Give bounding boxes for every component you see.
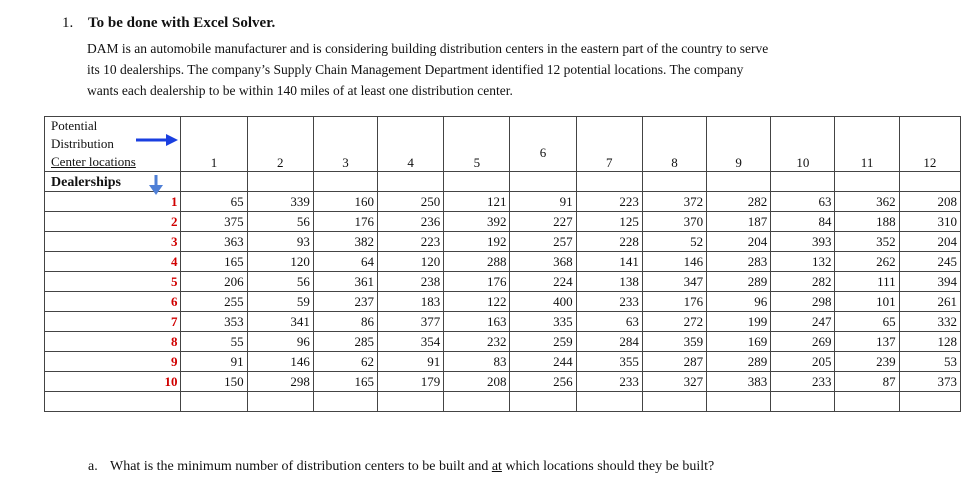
distance-cell: 250 xyxy=(378,192,444,212)
dealerships-header-blank xyxy=(899,172,960,192)
dealerships-header-blank xyxy=(181,172,247,192)
distance-cell: 187 xyxy=(707,212,771,232)
empty-cell xyxy=(835,392,899,412)
empty-cell xyxy=(899,392,960,412)
distance-cell: 362 xyxy=(835,192,899,212)
distance-cell: 392 xyxy=(444,212,510,232)
distance-cell: 64 xyxy=(313,252,377,272)
location-header-5: 5 xyxy=(444,117,510,172)
empty-cell xyxy=(45,392,181,412)
table-row xyxy=(45,252,961,272)
distance-cell: 65 xyxy=(835,312,899,332)
dealerships-header-blank xyxy=(313,172,377,192)
table-row xyxy=(45,292,961,312)
problem-number: 1. xyxy=(62,15,74,31)
distance-cell: 368 xyxy=(510,252,576,272)
corner-label-potential: Potential xyxy=(51,118,98,133)
distance-cell: 383 xyxy=(707,372,771,392)
distance-cell: 204 xyxy=(899,232,960,252)
empty-cell xyxy=(771,392,835,412)
empty-cell xyxy=(313,392,377,412)
distance-cell: 137 xyxy=(835,332,899,352)
empty-cell xyxy=(181,392,247,412)
dealerships-header-blank xyxy=(510,172,576,192)
dealership-id-cell: 1 xyxy=(45,192,181,212)
distance-cell: 87 xyxy=(835,372,899,392)
location-header-12: 12 xyxy=(899,117,960,172)
distance-cell: 165 xyxy=(181,252,247,272)
distance-cell: 382 xyxy=(313,232,377,252)
distance-cell: 372 xyxy=(642,192,706,212)
distance-cell: 233 xyxy=(576,372,642,392)
distance-cell: 400 xyxy=(510,292,576,312)
distance-cell: 65 xyxy=(181,192,247,212)
dealership-id-cell: 7 xyxy=(45,312,181,332)
location-header-3: 3 xyxy=(313,117,377,172)
distance-cell: 353 xyxy=(181,312,247,332)
distance-cell: 237 xyxy=(313,292,377,312)
distance-cell: 282 xyxy=(707,192,771,212)
location-header-1: 1 xyxy=(181,117,247,172)
distance-cell: 310 xyxy=(899,212,960,232)
distance-cell: 84 xyxy=(771,212,835,232)
distance-cell: 96 xyxy=(707,292,771,312)
distance-cell: 223 xyxy=(378,232,444,252)
question-letter: a. xyxy=(88,459,98,474)
dealerships-header-cell xyxy=(45,172,181,192)
distance-cell: 335 xyxy=(510,312,576,332)
location-header-11: 11 xyxy=(835,117,899,172)
table-row xyxy=(45,312,961,332)
dealerships-header-blank xyxy=(707,172,771,192)
description-line-3: wants each dealership to be within 140 miles of at least one distribution center. xyxy=(87,83,513,98)
distance-cell: 120 xyxy=(247,252,313,272)
question-text-before: What is the minimum number of distribution centers to be built and xyxy=(110,459,492,474)
table-row xyxy=(45,352,961,372)
distance-cell: 363 xyxy=(181,232,247,252)
distance-cell: 146 xyxy=(247,352,313,372)
distance-cell: 55 xyxy=(181,332,247,352)
empty-cell xyxy=(642,392,706,412)
corner-label-center-locations: Center locations xyxy=(51,154,136,169)
distance-cell: 91 xyxy=(181,352,247,372)
dealerships-header-blank xyxy=(642,172,706,192)
distance-cell: 83 xyxy=(444,352,510,372)
distance-cell: 146 xyxy=(642,252,706,272)
distance-cell: 53 xyxy=(899,352,960,372)
empty-cell xyxy=(707,392,771,412)
distance-cell: 339 xyxy=(247,192,313,212)
distance-cell: 394 xyxy=(899,272,960,292)
dealerships-header-blank xyxy=(378,172,444,192)
distance-cell: 63 xyxy=(576,312,642,332)
distance-cell: 199 xyxy=(707,312,771,332)
distance-cell: 206 xyxy=(181,272,247,292)
distance-cell: 183 xyxy=(378,292,444,312)
distance-cell: 91 xyxy=(510,192,576,212)
dealerships-header-blank xyxy=(835,172,899,192)
distance-cell: 188 xyxy=(835,212,899,232)
distance-cell: 355 xyxy=(576,352,642,372)
problem-heading xyxy=(62,15,275,32)
problem-title: To be done with Excel Solver. xyxy=(88,15,276,31)
distance-cell: 261 xyxy=(899,292,960,312)
distance-cell: 111 xyxy=(835,272,899,292)
distance-cell: 259 xyxy=(510,332,576,352)
description-line-1: DAM is an automobile manufacturer and is considering building distribution centers in the eastern part of the country to serve xyxy=(87,41,769,56)
distance-cell: 56 xyxy=(247,212,313,232)
distance-cell: 205 xyxy=(771,352,835,372)
distance-cell: 393 xyxy=(771,232,835,252)
distance-cell: 192 xyxy=(444,232,510,252)
distance-table xyxy=(44,116,961,412)
distance-cell: 165 xyxy=(313,372,377,392)
dealerships-header-blank xyxy=(444,172,510,192)
empty-cell xyxy=(510,392,576,412)
distance-cell: 232 xyxy=(444,332,510,352)
distance-cell: 347 xyxy=(642,272,706,292)
distance-cell: 272 xyxy=(642,312,706,332)
table-row xyxy=(45,272,961,292)
distance-cell: 233 xyxy=(576,292,642,312)
distance-cell: 208 xyxy=(899,192,960,212)
arrow-down-icon xyxy=(149,175,163,195)
location-header-2: 2 xyxy=(247,117,313,172)
distance-cell: 289 xyxy=(707,352,771,372)
empty-cell xyxy=(247,392,313,412)
distance-cell: 244 xyxy=(510,352,576,372)
corner-label-distribution: Distribution xyxy=(51,136,114,151)
distance-cell: 288 xyxy=(444,252,510,272)
distance-cell: 163 xyxy=(444,312,510,332)
description-line-2: its 10 dealerships. The company’s Supply Chain Management Department identified 12 potential locations. The company xyxy=(87,62,744,77)
distance-cell: 233 xyxy=(771,372,835,392)
distance-cell: 284 xyxy=(576,332,642,352)
empty-cell xyxy=(576,392,642,412)
distance-cell: 228 xyxy=(576,232,642,252)
dealership-id-cell: 10 xyxy=(45,372,181,392)
distance-cell: 282 xyxy=(771,272,835,292)
arrow-right-icon xyxy=(136,134,178,146)
table-row xyxy=(45,212,961,232)
distance-cell: 62 xyxy=(313,352,377,372)
question-a xyxy=(88,459,714,475)
dealership-id-cell: 6 xyxy=(45,292,181,312)
distance-cell: 287 xyxy=(642,352,706,372)
distance-cell: 125 xyxy=(576,212,642,232)
distance-cell: 269 xyxy=(771,332,835,352)
distance-cell: 179 xyxy=(378,372,444,392)
distance-cell: 285 xyxy=(313,332,377,352)
distance-cell: 223 xyxy=(576,192,642,212)
distance-cell: 238 xyxy=(378,272,444,292)
problem-description xyxy=(87,38,947,101)
distance-cell: 141 xyxy=(576,252,642,272)
distance-cell: 204 xyxy=(707,232,771,252)
distance-cell: 373 xyxy=(899,372,960,392)
location-header-10: 10 xyxy=(771,117,835,172)
distance-cell: 227 xyxy=(510,212,576,232)
distance-cell: 169 xyxy=(707,332,771,352)
question-text-after: which locations should they be built? xyxy=(501,459,715,474)
location-header-6: 6 xyxy=(510,117,576,172)
distance-cell: 332 xyxy=(899,312,960,332)
distance-cell: 120 xyxy=(378,252,444,272)
distance-cell: 359 xyxy=(642,332,706,352)
distance-cell: 132 xyxy=(771,252,835,272)
table-row xyxy=(45,192,961,212)
location-header-4: 4 xyxy=(378,117,444,172)
distance-cell: 176 xyxy=(642,292,706,312)
distance-cell: 121 xyxy=(444,192,510,212)
distance-cell: 122 xyxy=(444,292,510,312)
distance-cell: 56 xyxy=(247,272,313,292)
distance-cell: 245 xyxy=(899,252,960,272)
distance-cell: 298 xyxy=(771,292,835,312)
distance-cell: 224 xyxy=(510,272,576,292)
distance-cell: 101 xyxy=(835,292,899,312)
table-row xyxy=(45,372,961,392)
distance-cell: 247 xyxy=(771,312,835,332)
distance-cell: 91 xyxy=(378,352,444,372)
distance-cell: 208 xyxy=(444,372,510,392)
distance-cell: 239 xyxy=(835,352,899,372)
distance-cell: 257 xyxy=(510,232,576,252)
dealership-id-cell: 4 xyxy=(45,252,181,272)
dealership-id-cell: 2 xyxy=(45,212,181,232)
dealerships-header-blank xyxy=(771,172,835,192)
location-header-8: 8 xyxy=(642,117,706,172)
distance-cell: 160 xyxy=(313,192,377,212)
distance-cell: 138 xyxy=(576,272,642,292)
distance-cell: 375 xyxy=(181,212,247,232)
distance-cell: 283 xyxy=(707,252,771,272)
dealership-id-cell: 8 xyxy=(45,332,181,352)
distance-cell: 128 xyxy=(899,332,960,352)
distance-cell: 236 xyxy=(378,212,444,232)
distance-cell: 298 xyxy=(247,372,313,392)
distance-cell: 352 xyxy=(835,232,899,252)
location-header-9: 9 xyxy=(707,117,771,172)
location-header-7: 7 xyxy=(576,117,642,172)
distance-cell: 52 xyxy=(642,232,706,252)
distance-cell: 176 xyxy=(313,212,377,232)
distance-cell: 93 xyxy=(247,232,313,252)
distance-cell: 256 xyxy=(510,372,576,392)
distance-cell: 289 xyxy=(707,272,771,292)
distance-cell: 341 xyxy=(247,312,313,332)
distance-cell: 63 xyxy=(771,192,835,212)
distance-cell: 327 xyxy=(642,372,706,392)
distance-cell: 86 xyxy=(313,312,377,332)
distance-cell: 361 xyxy=(313,272,377,292)
dealerships-header-blank xyxy=(247,172,313,192)
distance-cell: 176 xyxy=(444,272,510,292)
table-row xyxy=(45,232,961,252)
dealership-id-cell: 3 xyxy=(45,232,181,252)
distance-cell: 96 xyxy=(247,332,313,352)
dealerships-label: Dealerships xyxy=(51,175,121,190)
empty-cell xyxy=(444,392,510,412)
dealerships-header-blank xyxy=(576,172,642,192)
distance-cell: 377 xyxy=(378,312,444,332)
distance-cell: 255 xyxy=(181,292,247,312)
location-header-row xyxy=(45,117,961,172)
empty-row xyxy=(45,392,961,412)
dealership-id-cell: 9 xyxy=(45,352,181,372)
dealership-id-cell: 5 xyxy=(45,272,181,292)
distance-cell: 150 xyxy=(181,372,247,392)
question-underlined-word: at xyxy=(491,459,502,474)
distance-cell: 370 xyxy=(642,212,706,232)
empty-cell xyxy=(378,392,444,412)
table-row xyxy=(45,332,961,352)
dealerships-header-row xyxy=(45,172,961,192)
distance-cell: 354 xyxy=(378,332,444,352)
corner-header-cell xyxy=(45,117,181,172)
distance-cell: 262 xyxy=(835,252,899,272)
distance-cell: 59 xyxy=(247,292,313,312)
